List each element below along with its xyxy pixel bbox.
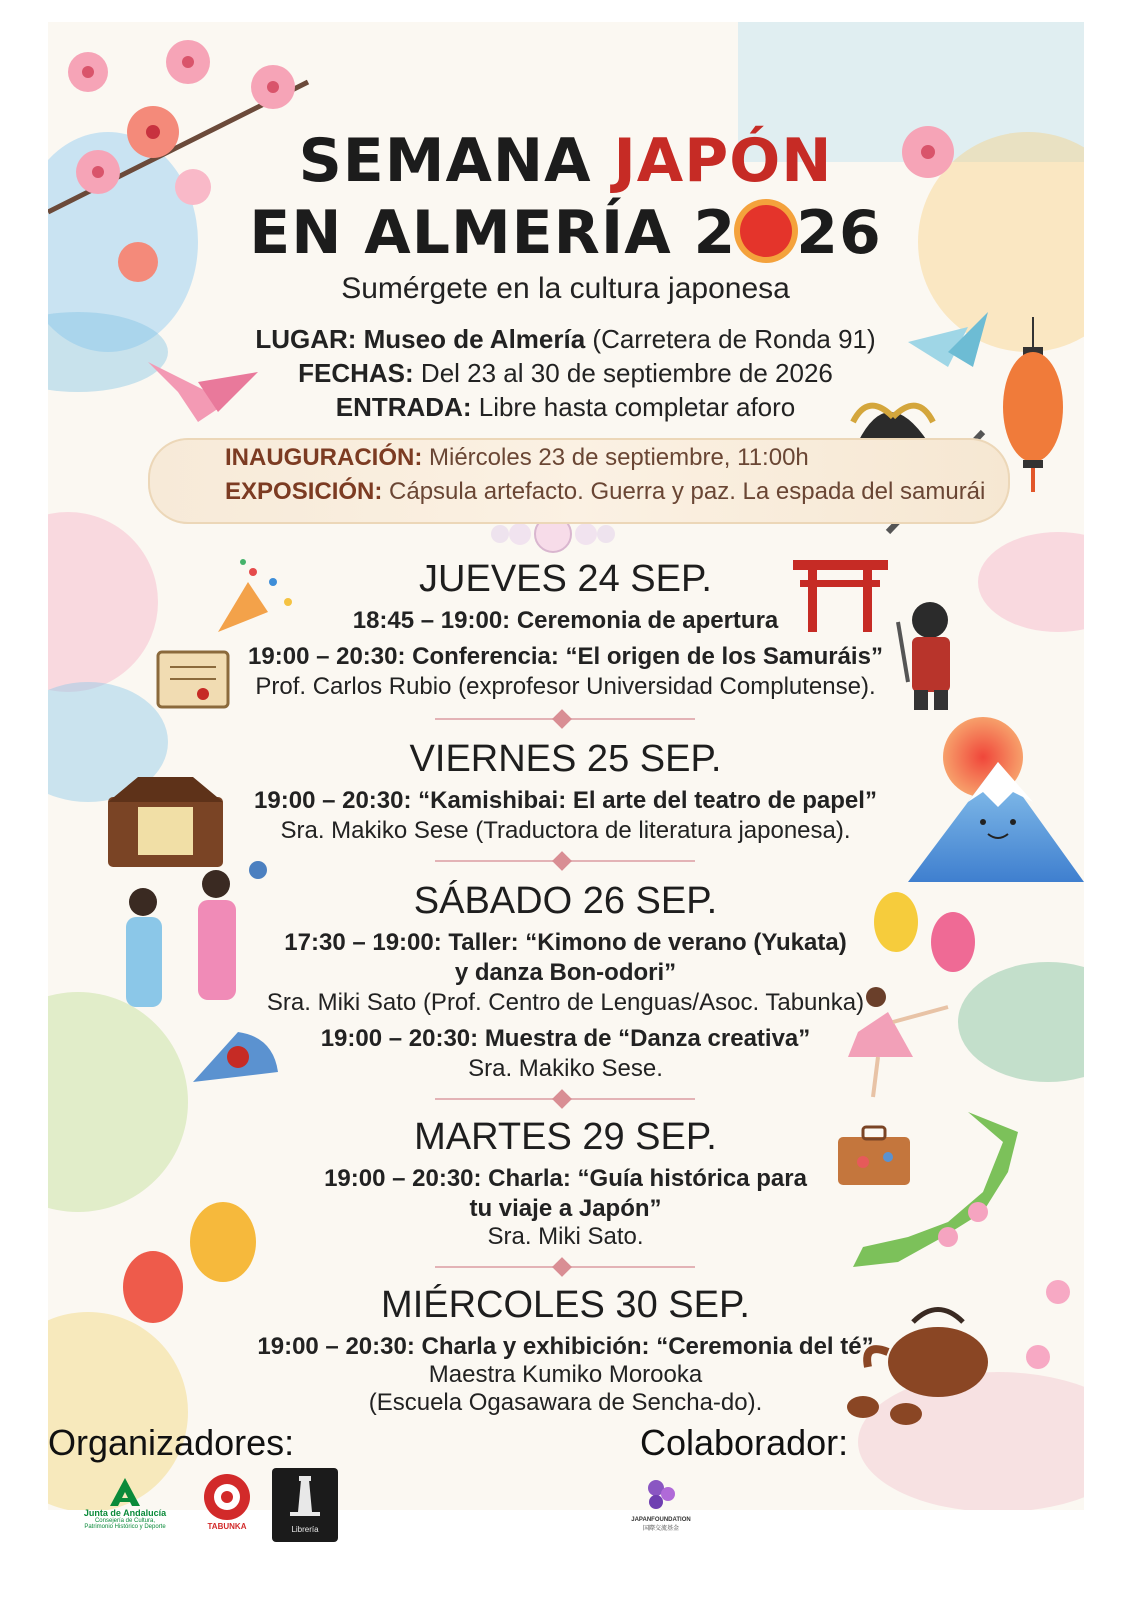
- entrada-value: Libre hasta completar aforo: [471, 392, 796, 422]
- colaborador-label: Colaborador:: [640, 1422, 849, 1463]
- speaker-line: Sra. Makiko Sese (Traductora de literatura japonesa).: [280, 817, 851, 844]
- day-heading-martes: MARTES 29 SEP.: [414, 1116, 717, 1158]
- section-divider: [435, 1098, 695, 1100]
- japan-foundation-emblem-icon: [626, 1476, 696, 1512]
- libreria-name: Librería: [291, 1525, 319, 1534]
- japan-foundation-logo: [626, 1476, 696, 1536]
- japan-foundation-name: JAPANFOUNDATION: [631, 1517, 691, 1523]
- japan-foundation-jp: 国際交流基金: [642, 1526, 679, 1532]
- info-fechas: [0, 356, 1131, 390]
- event-line: 19:00 – 20:30: Charla: “Guía histórica para: [324, 1165, 807, 1192]
- event-line: 19:00 – 20:30: Muestra de “Danza creativa”: [320, 1025, 811, 1052]
- junta-sub2: Patrimonio Histórico y Deporte: [84, 1524, 166, 1530]
- lighthouse-icon: [272, 1468, 338, 1520]
- organizadores-label: Organizadores:: [48, 1422, 295, 1463]
- inauguracion-value: Miércoles 23 de septiembre, 11:00h: [422, 444, 809, 471]
- day-heading-miercoles: MIÉRCOLES 30 SEP.: [381, 1284, 750, 1326]
- event-line: 19:00 – 20:30: Conferencia: “El origen de los Samuráis”: [248, 643, 883, 670]
- event-line: 17:30 – 19:00: Taller: “Kimono de verano (Yukata): [284, 929, 847, 956]
- subtitle: Sumérgete en la cultura japonesa: [341, 272, 790, 305]
- speaker-line: (Escuela Ogasawara de Sencha-do).: [368, 1389, 763, 1416]
- banner-inauguracion: [225, 444, 809, 472]
- junta-andalucia-logo: [80, 1474, 170, 1544]
- day-heading-sabado: SÁBADO 26 SEP.: [413, 880, 718, 922]
- tabunka-name: TABUNKA: [207, 1522, 247, 1531]
- title-line-1: [0, 126, 1131, 196]
- speaker-line: Sra. Miki Sato (Prof. Centro de Lenguas/Asoc. Tabunka): [266, 989, 865, 1016]
- event-line: y danza Bon-odori”: [454, 959, 677, 986]
- speaker-line: Sra. Makiko Sese.: [468, 1055, 663, 1082]
- section-divider: [435, 718, 695, 720]
- event-line: 19:00 – 20:30: Charla y exhibición: “Ceremonia del té”: [257, 1333, 874, 1360]
- junta-name: Junta de Andalucía: [83, 1508, 167, 1518]
- inauguracion-label: INAUGURACIÓN:: [225, 444, 423, 471]
- title-line-2: [0, 198, 1131, 268]
- event-line: tu viaje a Japón”: [469, 1195, 662, 1222]
- fechas-value: Del 23 al 30 de septiembre de 2026: [413, 358, 833, 388]
- title-text-year: 26: [796, 198, 882, 268]
- tabunka-logo: [192, 1474, 262, 1534]
- title-text-japon: JAPÓN: [613, 126, 833, 196]
- event-line: 19:00 – 20:30: “Kamishibai: El arte del teatro de papel”: [254, 787, 877, 814]
- day-heading-viernes: VIERNES 25 SEP.: [409, 738, 722, 780]
- info-lugar: [0, 322, 1131, 356]
- tabunka-emblem-icon: [204, 1474, 250, 1520]
- exposicion-value: Cápsula artefacto. Guerra y paz. La espada del samurái: [382, 478, 986, 505]
- junta-andalucia-emblem-icon: [80, 1474, 170, 1508]
- banner-exposicion: [225, 478, 985, 506]
- sun-face-icon: [740, 205, 792, 257]
- lugar-detail: (Carretera de Ronda 91): [585, 324, 876, 354]
- lugar-label: LUGAR:: [255, 324, 357, 354]
- day-heading-jueves: JUEVES 24 SEP.: [419, 558, 712, 600]
- lugar-value: Museo de Almería: [356, 324, 586, 354]
- info-entrada: [0, 390, 1131, 424]
- speaker-line: Prof. Carlos Rubio (exprofesor Universidad Complutense).: [255, 673, 876, 700]
- speaker-line: Sra. Miki Sato.: [487, 1223, 644, 1250]
- exposicion-label: EXPOSICIÓN:: [225, 478, 383, 505]
- title-text-almeria: EN ALMERÍA 2: [249, 198, 737, 268]
- section-divider: [435, 860, 695, 862]
- title-text-semana: SEMANA: [298, 126, 614, 196]
- event-line: 18:45 – 19:00: Ceremonia de apertura: [352, 607, 779, 634]
- libreria-logo: [272, 1468, 338, 1542]
- junta-sub1: Consejería de Cultura,: [94, 1518, 156, 1524]
- section-divider: [435, 1266, 695, 1268]
- entrada-label: ENTRADA:: [335, 392, 472, 422]
- speaker-line: Maestra Kumiko Morooka: [428, 1361, 703, 1388]
- fechas-label: FECHAS:: [298, 358, 414, 388]
